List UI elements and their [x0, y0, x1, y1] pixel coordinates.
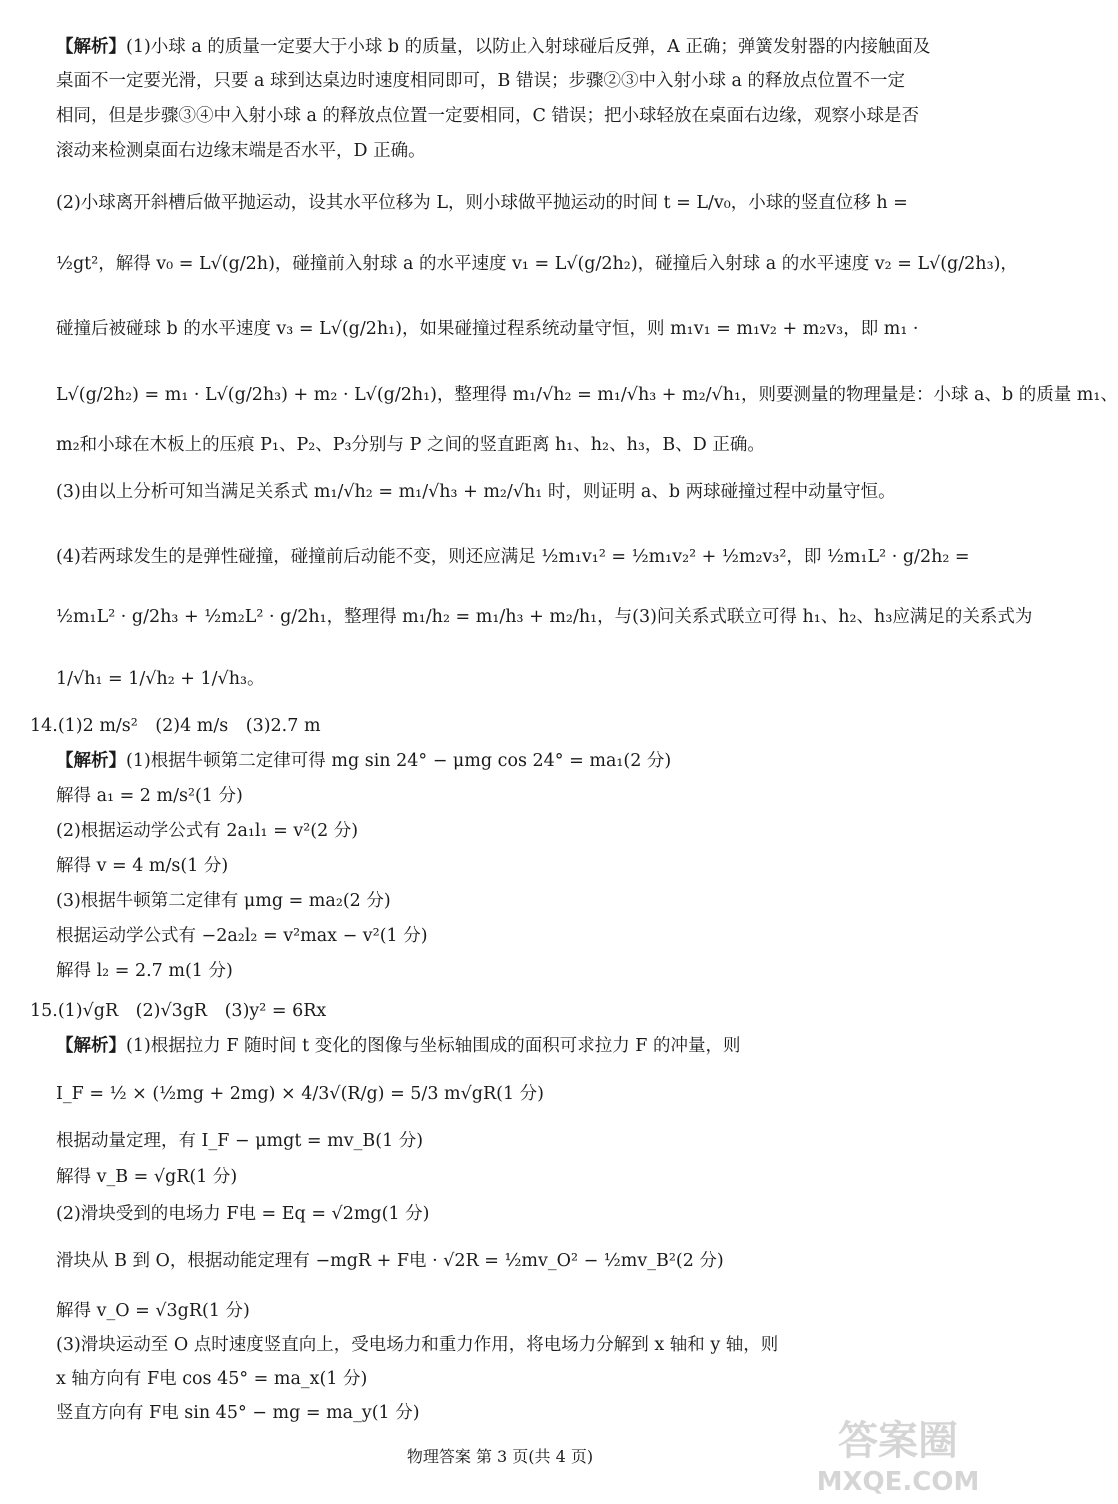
q15-analysis-8: (3)滑块运动至 O 点时速度竖直向上，受电场力和重力作用，将电场力分解到 x 轴和 y 轴，则: [56, 1335, 779, 1355]
q13-part2-line-2: ½gt²，解得 v₀ = L√(g/2h)，碰撞前入射球 a 的水平速度 v₁ = L√(g/2h₂)，碰撞后入射球 a 的水平速度 v₂ = L√(g/2h₃)，: [56, 254, 1018, 274]
q15-analysis-9: x 轴方向有 F电 cos 45° = ma_x(1 分): [56, 1369, 368, 1389]
q13-part2-line-3: 碰撞后被碰球 b 的水平速度 v₃ = L√(g/2h₁)，如果碰撞过程系统动量守恒，则 m₁v₁ = m₁v₂ + m₂v₃，即 m₁ ·: [56, 319, 919, 339]
q15-analysis-7: 解得 v_O = √3gR(1 分): [56, 1301, 250, 1321]
q13-part2-line-4: L√(g/2h₂) = m₁ · L√(g/2h₃) + m₂ · L√(g/2h₁)，整理得 m₁/√h₂ = m₁/√h₃ + m₂/√h₁，则要测量的物理量是：小球 a、b 的质量 m₁、: [56, 385, 1118, 405]
q14-analysis-5: (3)根据牛顿第二定律有 μmg = ma₂(2 分): [56, 891, 391, 911]
q13-part3-line: (3)由以上分析可知当满足关系式 m₁/√h₂ = m₁/√h₃ + m₂/√h₁ 时，则证明 a、b 两球碰撞过程中动量守恒。: [56, 482, 896, 502]
q13-analysis-line-4: 滚动来检测桌面右边缘末端是否水平，D 正确。: [56, 141, 426, 161]
q14-analysis-1: 【解析】(1)根据牛顿第二定律可得 mg sin 24° − μmg cos 24° = ma₁(2 分): [56, 751, 672, 771]
watermark-line1: 答案圈: [838, 1418, 958, 1464]
q15-analysis-3: 根据动量定理，有 I_F − μmgt = mv_B(1 分): [56, 1131, 424, 1151]
q15-analysis-5: (2)滑块受到的电场力 F电 = Eq = √2mg(1 分): [56, 1204, 430, 1224]
q14-analysis-6: 根据运动学公式有 −2a₂l₂ = v²max − v²(1 分): [56, 926, 428, 946]
q13-part2-line-5: m₂和小球在木板上的压痕 P₁、P₂、P₃分别与 P 之间的竖直距离 h₁、h₂、h₃，B、D 正确。: [56, 435, 765, 455]
watermark-line2: MXQE.COM: [816, 1467, 980, 1497]
q14-analysis-3: (2)根据运动学公式有 2a₁l₁ = v²(2 分): [56, 821, 359, 841]
q13-part4-line-1: (4)若两球发生的是弹性碰撞，碰撞前后动能不变，则还应满足 ½m₁v₁² = ½m₁v₂² + ½m₂v₃²，即 ½m₁L² · g/2h₂ =: [56, 547, 970, 567]
q13-part2-line-1: (2)小球离开斜槽后做平抛运动，设其水平位移为 L，则小球做平抛运动的时间 t = L/v₀，小球的竖直位移 h =: [56, 193, 908, 213]
analysis-marker: 【解析】: [56, 1036, 126, 1056]
q13-part4-line-3: 1/√h₁ = 1/√h₂ + 1/√h₃。: [56, 669, 265, 689]
q13-analysis-line-1: 【解析】(1)小球 a 的质量一定要大于小球 b 的质量，以防止入射球碰后反弹，A 正确；弹簧发射器的内接触面及: [56, 37, 931, 57]
analysis-marker: 【解析】: [56, 37, 126, 57]
q15-analysis-2: I_F = ½ × (½mg + 2mg) × 4/3√(R/g) = 5/3 m√gR(1 分): [56, 1084, 545, 1104]
q15-analysis-1: 【解析】(1)根据拉力 F 随时间 t 变化的图像与坐标轴围成的面积可求拉力 F 的冲量，则: [56, 1036, 741, 1056]
q15-answer: 15.(1)√gR (2)√3gR (3)y² = 6Rx: [30, 1001, 327, 1021]
q15-analysis-4: 解得 v_B = √gR(1 分): [56, 1167, 238, 1187]
analysis-marker: 【解析】: [56, 751, 126, 771]
q13-analysis-line-3: 相同，但是步骤③④中入射小球 a 的释放点位置一定要相同，C 错误；把小球轻放在桌面右边缘，观察小球是否: [56, 106, 920, 126]
q13-part4-line-2: ½m₁L² · g/2h₃ + ½m₂L² · g/2h₁，整理得 m₁/h₂ = m₁/h₃ + m₂/h₁，与(3)问关系式联立可得 h₁、h₂、h₃应满足的关系式为: [56, 607, 1033, 627]
q13-analysis-line-2: 桌面不一定要光滑，只要 a 球到达桌边时速度相同即可，B 错误；步骤②③中入射小球 a 的释放点位置不一定: [56, 71, 906, 91]
watermark-logo: [808, 1410, 988, 1500]
page-footer: 物理答案 第 3 页(共 4 页): [406, 1447, 594, 1466]
q15-analysis-6: 滑块从 B 到 O，根据动能定理有 −mgR + F电 · √2R = ½mv_O² − ½mv_B²(2 分): [56, 1251, 724, 1271]
q14-analysis-4: 解得 v = 4 m/s(1 分): [56, 856, 229, 876]
q14-answer: 14.(1)2 m/s² (2)4 m/s (3)2.7 m: [30, 716, 321, 736]
q14-analysis-7: 解得 l₂ = 2.7 m(1 分): [56, 961, 233, 981]
q14-analysis-2: 解得 a₁ = 2 m/s²(1 分): [56, 786, 243, 806]
q15-analysis-10: 竖直方向有 F电 sin 45° − mg = ma_y(1 分): [56, 1403, 420, 1423]
